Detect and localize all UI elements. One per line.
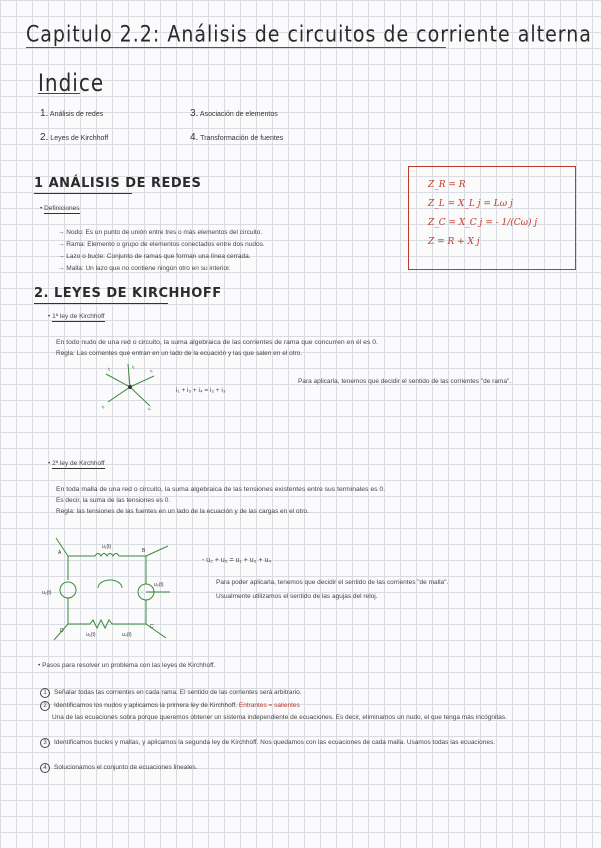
impedance-line-3: Z_C = X_C j = - 1/(Cω) j: [428, 218, 538, 228]
u2-label: u₂(t): [42, 590, 52, 596]
law-2-note-2: Usualmente utilizamos el sentido de las agujas del reloj.: [216, 593, 378, 600]
title-underline: [26, 47, 446, 48]
u1-label: u₁(t): [102, 544, 112, 550]
law-1-label: • 1ª ley de Kirchhoff: [48, 313, 105, 320]
law-2-text: En toda malla de una red o circuito, la suma algebraica de las tensiones existentes entre sus terminales es 0.: [56, 486, 386, 493]
node-a-label: A: [58, 550, 62, 556]
section-1-heading: 1 ANÁLISIS DE REDES: [34, 176, 202, 191]
svg-text:i₃: i₃: [150, 368, 153, 373]
definition-mesh: → Malla: Un lazo que no contiene ningún otro en su interior.: [58, 265, 231, 272]
section-2-underline: [34, 303, 168, 304]
definitions-label: • Definiciones: [40, 205, 80, 212]
step-2: 2 Identificamos los nudos y aplicamos la primera ley de Kirchhoff. Entrantes = salientes: [40, 701, 300, 711]
index-item-1: 1. Análisis de redes: [40, 108, 104, 119]
law-1-rule: Regla: Las corrientes que entran en un lado de la ecuación y las que salen en el otro.: [56, 350, 303, 357]
u5-label: u₅(t): [86, 632, 96, 638]
steps-intro: • Pasos para resolver un problema con las leyes de Kirchhoff.: [38, 662, 216, 669]
impedance-line-1: Z_R = R: [428, 180, 466, 190]
index-heading-underline: [38, 93, 80, 94]
law-2-label: • 2ª ley de Kirchhoff: [48, 460, 105, 467]
step-1: 1 Señalar todas las corrientes en cada rama. El sentido de las corrientes será arbitrario.: [40, 688, 302, 698]
mesh-circuit-diagram: [40, 528, 190, 643]
page-title: Capitulo 2.2: Análisis de circuitos de corriente alterna: [26, 22, 592, 48]
law-2-note-1: Para poder aplicarla, tenemos que decidir el sentido de las corrientes "de malla".: [216, 579, 449, 586]
definition-node: → Nodo: Es un punto de unión entre tres o más elementos del circuito.: [58, 229, 263, 236]
law-2-text-2: Es decir, la suma de las tensiones es 0.: [56, 497, 171, 504]
index-heading: Indice: [38, 68, 105, 97]
node-d-label: D: [60, 628, 64, 634]
step-3: 3 Identificamos bucles y mallas, y aplicamos la segunda ley de Kirchhoff. Nos quedamos con las ecuaciones de cada malla. Usamos todas las ecuaciones.: [40, 737, 580, 748]
index-item-2: 2. Leyes de Kirchhoff: [40, 132, 109, 143]
u4-label: u₄(t): [122, 632, 132, 638]
svg-text:i₄: i₄: [148, 406, 151, 411]
law-2-rule: Regla: las tensiones de las fuentes en un lado de la ecuación y de las cargas en el otro.: [56, 508, 309, 515]
index-item-4: 4. Transformación de fuentes: [190, 132, 284, 143]
u3-label: u₃(t): [154, 582, 164, 588]
step-2-highlight: Entrantes = salientes: [238, 702, 300, 709]
impedance-line-2: Z_L = X_L j = Lω j: [428, 199, 513, 209]
node-b-label: B: [142, 548, 146, 554]
impedance-line-4: Z = R + X j: [428, 237, 480, 247]
section-1-underline: [34, 193, 132, 194]
section-2-heading: 2. LEYES DE KIRCHHOFF: [34, 286, 222, 301]
svg-text:i₅: i₅: [102, 404, 105, 409]
law-1-equation: i₁ + i₅ + i₄ = i₂ + i₃: [176, 387, 226, 394]
node-c-label: C: [150, 624, 154, 630]
step-4: 4 Solucionamos el conjunto de ecuaciones lineales.: [40, 763, 197, 773]
step-2-sub: Una de las ecuaciones sobra porque queremos obtener un sistema independiente de ecuaciones. Es decir, eliminamos un nudo, el que tenga más incógnitas.: [52, 714, 507, 721]
law-1-note: Para aplicarla, tenemos que decidir el sentido de las corrientes "de rama".: [298, 378, 512, 385]
law-2-equation: - u₂ + u₅ = u₁ + u₃ + u₄: [202, 557, 272, 564]
svg-text:i₁: i₁: [108, 366, 111, 371]
definition-branch: → Rama: Elemento o grupo de elementos conectados entre dos nudos.: [58, 241, 265, 248]
svg-text:i₂: i₂: [132, 364, 135, 369]
law-1-text: En todo nudo de una red o circuito, la suma algebraica de las corrientes de rama que concurren en él es 0.: [56, 339, 378, 346]
node-diagram: [100, 362, 160, 412]
definition-loop: → Lazo o bucle: Conjunto de ramas que forman una línea cerrada.: [58, 253, 251, 260]
index-item-3: 3. Asociación de elementos: [190, 108, 278, 119]
